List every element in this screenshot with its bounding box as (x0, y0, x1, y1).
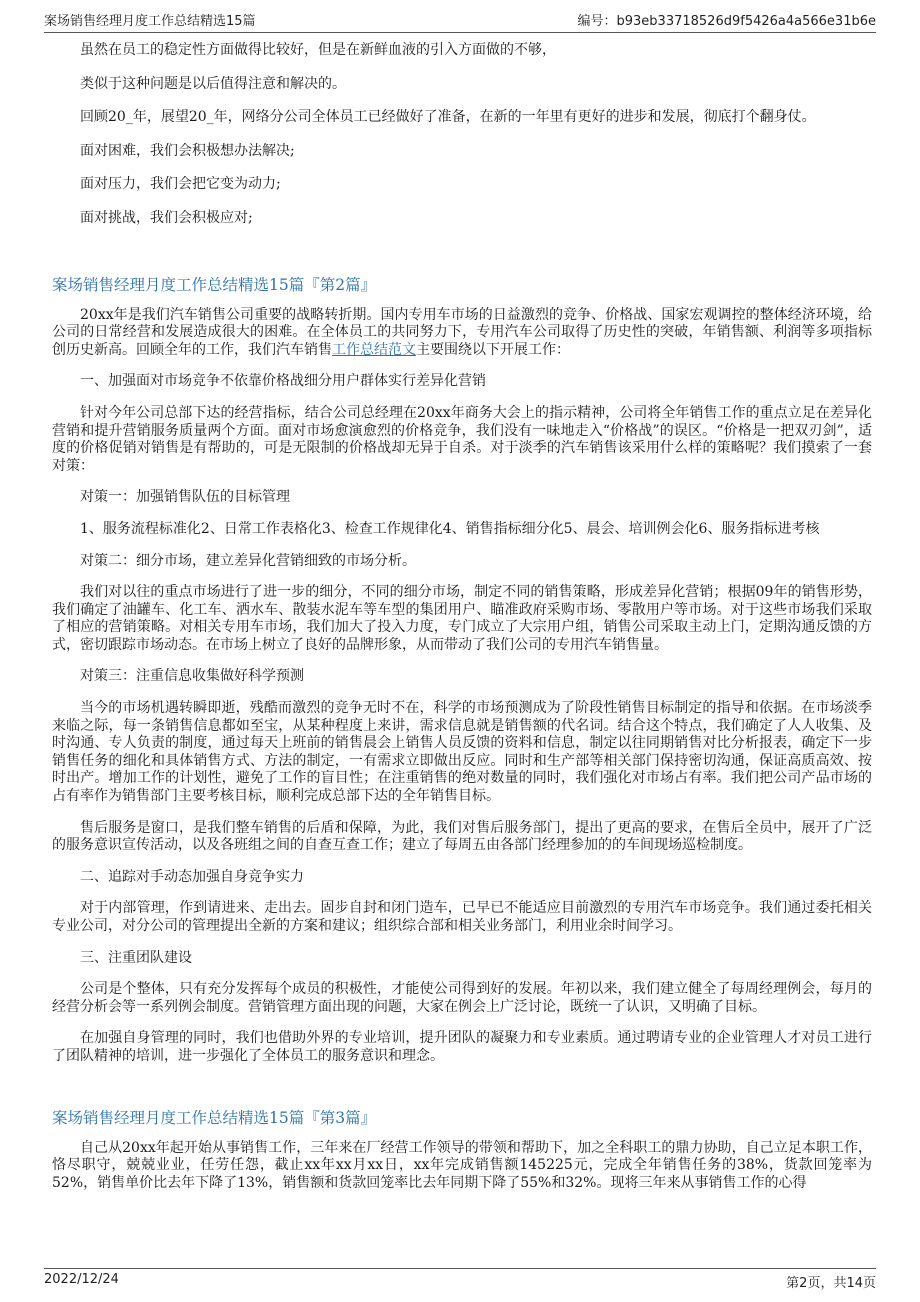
paragraph: 1、服务流程标准化2、日常工作表格化3、检查工作规律化4、销售指标细分化5、晨会、培训例会化6、服务指标进考核 (80, 520, 820, 537)
footer-date: 2022/12/24 (44, 1272, 119, 1287)
paragraph: 虽然在员工的稳定性方面做得比较好，但是在新鲜血液的引入方面做的不够， (80, 42, 556, 58)
paragraph: 针对今年公司总部下达的经营指标，结合公司总经理在20xx年商务大会上的指示精神，公司将全年销售工作的重点立足在差异化营销和提升营销服务质量两个方面。面对市场愈演愈烈的价格竞争，我们没有一味地走入“价格战”的误区。“价格是一把双刃剑”，适度的价格促销对销售是有帮助的，可是无限制的价格战却无异于自杀。对于淡季的汽车销售该采用什么样的策略呢？我们摸索了一套对策： (52, 404, 872, 474)
summary-template-link[interactable]: 工作总结范文 (332, 341, 416, 358)
paragraph: 当今的市场机遇转瞬即逝，残酷而激烈的竞争无时不在，科学的市场预测成为了阶段性销售目标制定的指导和依据。在市场淡季来临之际，每一条销售信息都如至宝，从某种程度上来讲，需求信息就是销售额的代名词。结合这个特点，我们确定了人人收集、及时沟通、专人负责的制度，通过每天上班前的销售晨会上销售人员反馈的资料和信息，制定以往同期销售对比分析报表，确定下一步销售任务的细化和具体销售方式、方法的制定，一有需求立即做出反应。同时和生产部等相关部门保持密切沟通，保证高质高效、按时出产。增加工作的计划性，避免了工作的盲目性；在注重销售的绝对数量的同时，我们强化对市场占有率。我们把公司产品市场的占有率作为销售部门主要考核目标，顺利完成总部下达的全年销售目标。 (52, 700, 872, 805)
section-subheading: 一、加强面对市场竞争不依靠价格战细分用户群体实行差异化营销 (80, 373, 486, 390)
document-id: 编号：b93eb33718526d9f5426a4a566e31b6e (577, 14, 876, 29)
paragraph: 自己从20xx年起开始从事销售工作，三年来在厂经营工作领导的带领和帮助下，加之全科职工的鼎力协助，自己立足本职工作，恪尽职守，兢兢业业，任劳任怨，截止xx年xx月xx日，xx年完成销售额145225元，完成全年销售任务的38%，货款回笼率为52%，销售单价比去年下降了13%，销售额和货款回笼率比去年同期下降了55%和32%。现将三年来从事销售工作的心得 (52, 1139, 872, 1191)
paragraph: 面对挑战，我们会积极应对; (80, 209, 253, 226)
section-subheading: 三、注重团队建设 (80, 949, 192, 966)
document-title: 案场销售经理月度工作总结精选15篇 (44, 14, 256, 29)
paragraph: 回顾20_年，展望20_年，网络分公司全体员工已经做好了准备，在新的一年里有更好的进步和发展，彻底打个翻身仗。 (80, 109, 816, 126)
paragraph: 对策二：细分市场，建立差异化营销细致的市场分析。 (80, 552, 416, 569)
section-heading: 案场销售经理月度工作总结精选15篇『第2篇』 (52, 275, 377, 294)
paragraph: 面对压力，我们会把它变为动力; (80, 176, 281, 193)
paragraph-text: 主要围绕以下开展工作： (416, 341, 570, 358)
paragraph (52, 307, 872, 360)
paragraph: 在加强自身管理的同时，我们也借助外界的专业培训，提升团队的凝聚力和专业素质。通过聘请专业的企业管理人才对员工进行了团队精神的培训，进一步强化了全体员工的服务意识和理念。 (52, 1030, 872, 1064)
paragraph: 我们对以往的重点市场进行了进一步的细分，不同的细分市场，制定不同的销售策略，形成差异化营销；根据09年的销售形势，我们确定了油罐车、化工车、洒水车、散装水泥车等车型的集团用户、瞄准政府采购市场、零散用户等市场。对于这些市场我们采取了相应的营销策略。对相关专用车市场，我们加大了投入力度，专门成立了大宗用户组，销售公司采取主动上门，定期沟通反馈的方式，密切跟踪市场动态。在市场上树立了良好的品牌形象，从而带动了我们公司的专用汽车销售量。 (52, 584, 872, 653)
page-footer (44, 1268, 876, 1293)
paragraph: 类似于这种问题是以后值得注意和解决的。 (80, 75, 346, 92)
paragraph: 对策三：注重信息收集做好科学预测 (80, 668, 304, 685)
page-number: 第2页，共14页 (786, 1276, 876, 1291)
paragraph: 对于内部管理，作到请进来、走出去。固步自封和闭门造车，已早已不能适应目前激烈的专用汽车市场竞争。我们通过委托相关专业公司，对分公司的管理提出全新的方案和建议；组织综合部和相关业务部门，利用业余时间学习。 (52, 900, 872, 934)
section-subheading: 二、追踪对手动态加强自身竞争实力 (80, 868, 304, 885)
paragraph: 面对困难，我们会积极想办法解决; (80, 142, 295, 159)
paragraph-text: 20xx年是我们汽车销售公司重要的战略转折期。国内专用车市场的日益激烈的竞争、价格战、国家宏观调控的整体经济环境，给公司的日常经营和发展造成很大的困难。在全体员工的共同努力下，专用汽车公司取得了历史性的突破，年销售额、利润等多项指标创历史新高。回顾全年的工作，我们汽车销售 (52, 306, 872, 358)
document-body (52, 36, 872, 1192)
page-header (44, 10, 876, 33)
paragraph: 公司是个整体，只有充分发挥每个成员的积极性，才能使公司得到好的发展。年初以来，我们建立健全了每周经理例会，每月的经营分析会等一系列例会制度。营销管理方面出现的问题，大家在例会上广泛讨论，既统一了认识，又明确了目标。 (52, 981, 872, 1015)
section-heading: 案场销售经理月度工作总结精选15篇『第3篇』 (52, 1108, 377, 1127)
paragraph: 对策一：加强销售队伍的目标管理 (80, 489, 290, 506)
paragraph: 售后服务是窗口，是我们整车销售的后盾和保障，为此，我们对售后服务部门，提出了更高的要求，在售后全员中，展开了广泛的服务意识宣传活动，以及各班组之间的自查互查工作；建立了每周五由各部门经理参加的的车间现场巡检制度。 (52, 819, 872, 854)
